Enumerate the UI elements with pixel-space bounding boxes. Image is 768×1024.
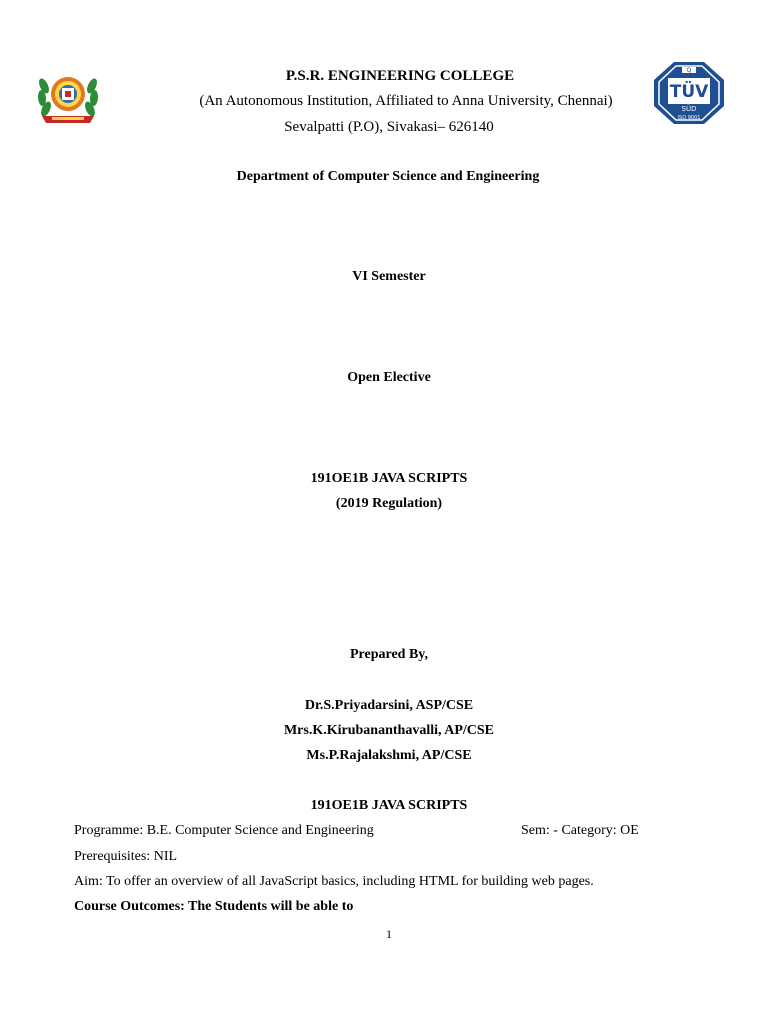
prerequisites: Prerequisites: NIL bbox=[74, 849, 178, 864]
course-outcomes-heading: Course Outcomes: The Students will be able to bbox=[74, 899, 354, 914]
syllabus-title: 191OE1B JAVA SCRIPTS bbox=[310, 798, 468, 813]
sem-category: Sem: - Category: OE bbox=[521, 823, 639, 838]
tuv-brand-text: TÜV bbox=[669, 82, 709, 102]
semester: VI Semester bbox=[352, 269, 426, 284]
tuv-iso-text: ISO 9001 bbox=[677, 115, 701, 121]
regulation: (2019 Regulation) bbox=[335, 496, 443, 511]
author-1: Dr.S.Priyadarsini, ASP/CSE bbox=[304, 698, 474, 713]
course-title: 191OE1B JAVA SCRIPTS bbox=[310, 471, 468, 486]
department-name: Department of Computer Science and Engineering bbox=[236, 169, 540, 184]
svg-text:Q: Q bbox=[686, 67, 692, 74]
author-2: Mrs.K.Kirubananthavalli, AP/CSE bbox=[283, 723, 495, 738]
college-name: P.S.R. ENGINEERING COLLEGE bbox=[285, 68, 515, 84]
elective-type: Open Elective bbox=[347, 370, 431, 385]
programme: Programme: B.E. Computer Science and Engineering bbox=[74, 823, 374, 838]
aim: Aim: To offer an overview of all JavaScript basics, including HTML for building web pages. bbox=[74, 874, 594, 889]
college-affiliation: (An Autonomous Institution, Affiliated to Anna University, Chennai) bbox=[199, 93, 613, 109]
prepared-by-label: Prepared By, bbox=[349, 647, 429, 662]
page-number: 1 bbox=[386, 927, 392, 941]
author-3: Ms.P.Rajalakshmi, AP/CSE bbox=[306, 748, 472, 763]
college-address: Sevalpatti (P.O), Sivakasi– 626140 bbox=[284, 119, 494, 135]
tuv-sub-text: SÜD bbox=[681, 105, 697, 113]
